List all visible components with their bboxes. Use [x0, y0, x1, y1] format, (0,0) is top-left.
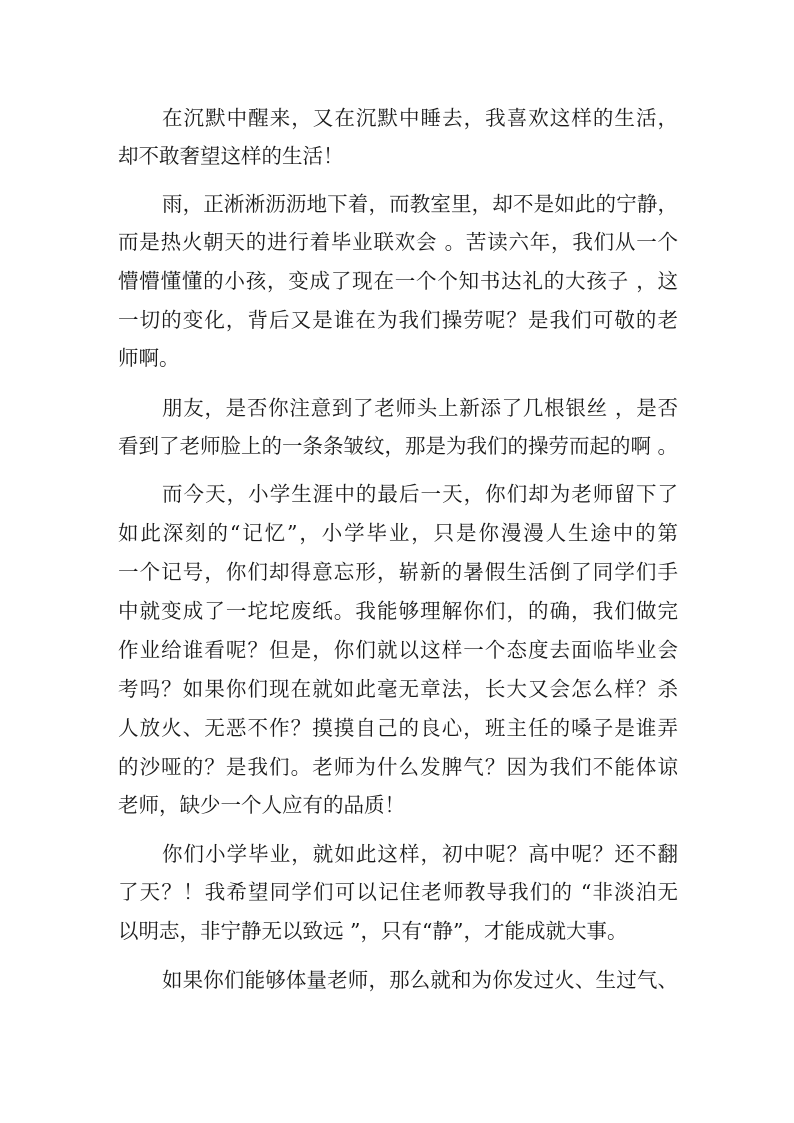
paragraph-1-line-2: 却不敢奢望这样的生活！ — [118, 144, 344, 168]
paragraph-5-line-1: 你们小学毕业，就如此这样，初中呢？高中呢？还不翻 — [162, 842, 678, 866]
paragraph-2-line-5: 师啊。 — [118, 346, 180, 370]
paragraph-5-line-3: 以明志，非宁静无以致远 ”，只有“静”，才能成就大事。 — [118, 919, 628, 943]
paragraph-2-line-1: 雨，正淅淅沥沥地下着，而教室里，却不是如此的宁静， — [162, 192, 678, 216]
paragraph-2-line-2: 而是热火朝天的进行着毕业联欢会 。苦读六年，我们从一个 — [118, 230, 678, 254]
paragraph-4-line-2: 如此深刻的“记忆”，小学毕业，只是你漫漫人生途中的第 — [118, 521, 678, 545]
paragraph-4-line-1: 而今天，小学生涯中的最后一天，你们却为老师留下了 — [162, 482, 678, 506]
paragraph-1-line-1: 在沉默中醒来，又在沉默中睡去，我喜欢这样的生活， — [162, 106, 678, 130]
paragraph-4-line-3: 一个记号，你们却得意忘形，崭新的暑假生活倒了同学们手 — [118, 560, 678, 584]
paragraph-4-line-9: 老师，缺少一个人应有的品质！ — [118, 793, 405, 817]
paragraph-2-line-3: 懵懵懂懂的小孩，变成了现在一个个知书达礼的大孩子 ，这 — [118, 269, 678, 293]
paragraph-6-line-1: 如果你们能够体量老师，那么就和为你发过火、生过气、 — [162, 968, 678, 992]
paragraph-5-line-2: 了天？！我希望同学们可以记住老师教导我们的 “非淡泊无 — [118, 880, 678, 904]
paragraph-4-line-4: 中就变成了一坨坨废纸。我能够理解你们，的确，我们做完 — [118, 599, 678, 623]
paragraph-4-line-8: 的沙哑的？是我们。老师为什么发脾气？因为我们不能体谅 — [118, 755, 678, 779]
paragraph-4-line-6: 考吗？如果你们现在就如此毫无章法，长大又会怎么样？杀 — [118, 677, 678, 701]
paragraph-4-line-7: 人放火、无恶不作？摸摸自己的良心，班主任的嗓子是谁弄 — [118, 716, 678, 740]
paragraph-3-line-2: 看到了老师脸上的一条条皱纹，那是为我们的操劳而起的啊 。 — [118, 434, 678, 458]
paragraph-4-line-5: 作业给谁看呢？但是，你们就以这样一个态度去面临毕业会 — [118, 638, 678, 662]
paragraph-3-line-1: 朋友，是否你注意到了老师头上新添了几根银丝 ，是否 — [162, 396, 678, 420]
paragraph-2-line-4: 一切的变化，背后又是谁在为我们操劳呢？是我们可敬的老 — [118, 308, 678, 332]
